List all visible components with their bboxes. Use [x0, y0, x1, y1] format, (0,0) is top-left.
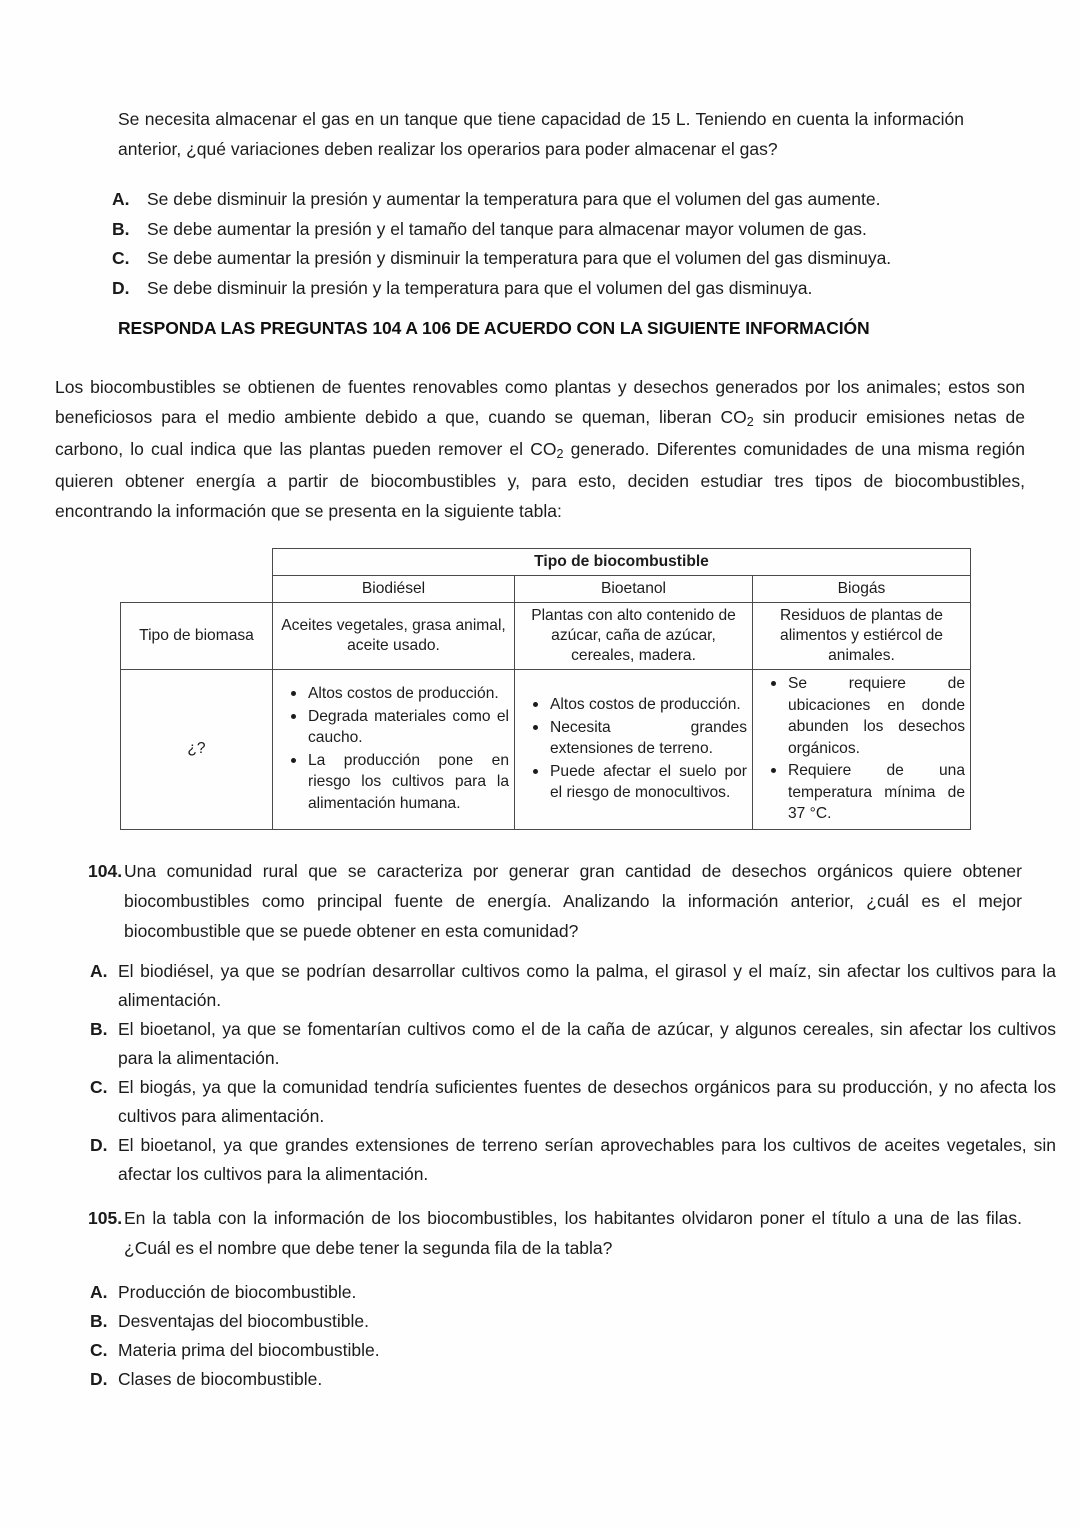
column-header-bioetanol: Bioetanol	[515, 576, 753, 603]
question-104-number: 104.	[88, 861, 123, 881]
bullet-item: Se requiere de ubicaciones en donde abunden los desechos orgánicos.	[788, 673, 965, 759]
option-d[interactable]	[88, 1365, 1056, 1394]
cell-biomasa-biodiesel: Aceites vegetales, grasa animal, aceite usado.	[273, 603, 515, 670]
option-a[interactable]	[88, 1278, 1056, 1307]
question-105-stem: En la tabla con la información de los biocombustibles, los habitantes olvidaron poner el título a una de las filas. ¿Cuál es el nombre que debe tener la segunda fila de la tabla?	[124, 1208, 1022, 1258]
co2-subscript-2: 2	[556, 446, 564, 461]
question-104	[62, 856, 1022, 946]
option-text: Se debe disminuir la presión y la temperatura para que el volumen del gas disminuya.	[147, 277, 813, 298]
option-a[interactable]	[88, 957, 1056, 1015]
cell-biomasa-biogas: Residuos de plantas de alimentos y estiércol de animales.	[753, 603, 971, 670]
co2-subscript-1: 2	[746, 414, 754, 429]
section-heading: RESPONDA LAS PREGUNTAS 104 A 106 DE ACUERDO CON LA SIGUIENTE INFORMACIÓN	[118, 318, 870, 338]
option-d[interactable]	[112, 274, 972, 303]
bullet-item: La producción pone en riesgo los cultivos para la alimentación humana.	[308, 750, 509, 815]
bullet-list-bioetanol	[520, 694, 747, 804]
option-letter: A.	[90, 1282, 108, 1302]
option-letter: B.	[90, 1019, 108, 1039]
option-text: El bioetanol, ya que se fomentarían cultivos como el de la caña de azúcar, y algunos cereales, sin afectar los cultivos para la alimentación.	[118, 1019, 1056, 1068]
table-row-unknown	[121, 670, 971, 830]
question-104-row	[62, 856, 1022, 946]
question-105-number: 105.	[88, 1208, 123, 1228]
question-105	[62, 1203, 1022, 1263]
option-text: Clases de biocombustible.	[118, 1369, 323, 1389]
bullet-item: Requiere de una temperatura mínima de 37 °C.	[788, 760, 965, 825]
column-header-biodiesel: Biodiésel	[273, 576, 515, 603]
option-letter: D.	[112, 277, 130, 298]
bullet-item: Degrada materiales como el caucho.	[308, 706, 509, 749]
option-letter: B.	[112, 218, 130, 239]
option-c[interactable]	[88, 1073, 1056, 1131]
option-b[interactable]	[88, 1015, 1056, 1073]
option-letter: D.	[90, 1135, 108, 1155]
question-105-options	[88, 1278, 1056, 1394]
blank-corner-cell-2	[121, 576, 273, 603]
top-question-stem: Se necesita almacenar el gas en un tanque que tiene capacidad de 15 L. Teniendo en cuenta la información anterior, ¿qué variaciones deben realizar los operarios para poder almacenar el gas?	[118, 109, 964, 159]
option-text: El biodiésel, ya que se podrían desarrollar cultivos como la palma, el girasol y el maíz, sin afectar los cultivos para la alimentación.	[118, 961, 1056, 1010]
intro-paragraph	[55, 372, 1025, 526]
bullet-list-biogas	[758, 673, 965, 825]
bullet-item: Altos costos de producción.	[308, 683, 509, 705]
option-letter: C.	[90, 1077, 108, 1097]
option-b[interactable]	[88, 1307, 1056, 1336]
option-text: Producción de biocombustible.	[118, 1282, 357, 1302]
intro-part-3: generado. Diferentes comunidades de una misma región quieren obtener energía a partir de biocombustibles y, para esto, deciden estudiar tres tipos de biocombustibles, encontrando la información que se presenta en la siguiente tabla:	[55, 439, 1025, 521]
option-text: Se debe aumentar la presión y disminuir la temperatura para que el volumen del gas disminuya.	[147, 248, 892, 268]
row-label-unknown: ¿?	[121, 670, 273, 830]
cell-bullets-biodiesel	[273, 670, 515, 830]
bullet-list-biodiesel	[278, 683, 509, 814]
biofuel-table	[120, 548, 971, 830]
row-label-tipo-de-biomasa: Tipo de biomasa	[121, 603, 273, 670]
intro-part-2: sin producir emisiones netas de carbono, lo cual indica que las plantas pueden remover el CO	[55, 407, 1025, 459]
option-letter: A.	[112, 189, 130, 209]
option-text: Desventajas del biocombustible.	[118, 1311, 369, 1331]
bullet-item: Altos costos de producción.	[550, 694, 747, 716]
question-104-options	[88, 957, 1056, 1189]
question-104-stem: Una comunidad rural que se caracteriza por generar gran cantidad de desechos orgánicos quiere obtener biocombustibles como principal fuente de energía. Analizando la información anterior, ¿cuál es el mejor biocombustible que se puede obtener en esta comunidad?	[124, 861, 1022, 941]
option-b[interactable]	[112, 215, 972, 244]
bullet-item: Necesita grandes extensiones de terreno.	[550, 717, 747, 760]
option-c[interactable]	[88, 1336, 1056, 1365]
option-letter: C.	[112, 248, 130, 268]
option-c[interactable]	[112, 244, 972, 273]
cell-biomasa-bioetanol: Plantas con alto contenido de azúcar, caña de azúcar, cereales, madera.	[515, 603, 753, 670]
option-d[interactable]	[88, 1131, 1056, 1189]
table-header-row	[121, 549, 971, 576]
cell-bullets-biogas	[753, 670, 971, 830]
option-text: Se debe aumentar la presión y el tamaño del tanque para almacenar mayor volumen de gas.	[147, 218, 867, 239]
option-letter: B.	[90, 1311, 108, 1331]
cell-bullets-bioetanol	[515, 670, 753, 830]
table-main-header: Tipo de biocombustible	[273, 549, 971, 576]
option-text: Se debe disminuir la presión y aumentar la temperatura para que el volumen del gas aumente.	[147, 189, 881, 209]
intro-part-1: Los biocombustibles se obtienen de fuentes renovables como plantas y desechos generados por los animales; estos son beneficiosos para el medio ambiente debido a que, cuando se queman, liberan CO	[55, 377, 1025, 427]
option-letter: C.	[90, 1340, 108, 1360]
question-105-row	[62, 1203, 1022, 1263]
option-text: El bioetanol, ya que grandes extensiones de terreno serían aprovechables para los cultivos de aceites vegetales, sin afectar los cultivos para la alimentación.	[118, 1135, 1056, 1184]
column-header-biogas: Biogás	[753, 576, 971, 603]
biofuel-table-wrapper	[120, 548, 970, 830]
option-letter: D.	[90, 1369, 108, 1389]
table-subheader-row	[121, 576, 971, 603]
table-row-biomasa	[121, 603, 971, 670]
option-a[interactable]	[112, 185, 972, 214]
option-text: El biogás, ya que la comunidad tendría suficientes fuentes de desechos orgánicos para su producción, y no afecta los cultivos para alimentación.	[118, 1077, 1056, 1126]
option-text: Materia prima del biocombustible.	[118, 1340, 380, 1360]
bullet-item: Puede afectar el suelo por el riesgo de monocultivos.	[550, 761, 747, 804]
blank-corner-cell	[121, 549, 273, 576]
top-question-options	[112, 185, 972, 303]
option-letter: A.	[90, 961, 108, 981]
